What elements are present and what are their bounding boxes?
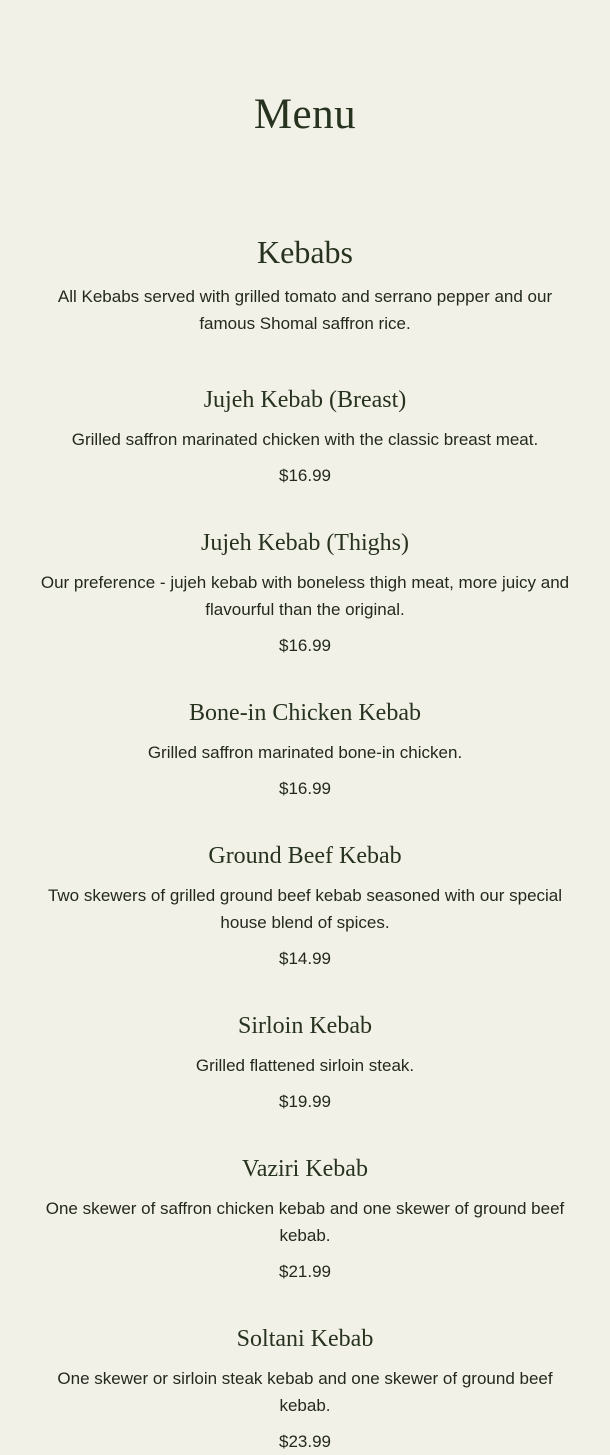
menu-item-price: $16.99	[279, 779, 331, 798]
menu-item-name: Ground Beef Kebab	[208, 843, 402, 869]
menu-item-name: Sirloin Kebab	[238, 1013, 372, 1039]
menu-item-description: Two skewers of grilled ground beef kebab seasoned with our special house blend of spices.	[47, 886, 563, 932]
menu-item-name: Bone-in Chicken Kebab	[189, 700, 421, 726]
menu-item	[38, 526, 572, 659]
menu-item-price: $19.99	[279, 1092, 331, 1111]
menu-item	[38, 1322, 572, 1455]
menu-item	[38, 1152, 572, 1285]
menu-item-description: Grilled flattened sirloin steak.	[195, 1056, 415, 1075]
menu-item	[38, 696, 572, 802]
menu-item	[38, 1009, 572, 1115]
menu-item	[38, 383, 572, 489]
page-title: Menu	[253, 91, 357, 138]
menu-item-description: Our preference - jujeh kebab with boneless thigh meat, more juicy and flavourful than the original.	[40, 573, 570, 619]
menu-item-price: $16.99	[279, 636, 331, 655]
menu-item-price: $21.99	[279, 1262, 331, 1281]
menu-item-price: $14.99	[279, 949, 331, 968]
menu-item	[38, 839, 572, 972]
menu-item-list	[38, 383, 572, 1455]
menu-item-description: One skewer of saffron chicken kebab and one skewer of ground beef kebab.	[45, 1199, 565, 1245]
menu-item-price: $16.99	[279, 466, 331, 485]
menu-item-name: Jujeh Kebab (Thighs)	[201, 530, 409, 556]
menu-item-name: Jujeh Kebab (Breast)	[203, 387, 407, 413]
menu-item-name: Vaziri Kebab	[242, 1156, 368, 1182]
menu-item-name: Soltani Kebab	[236, 1326, 374, 1352]
section-description: All Kebabs served with grilled tomato and serrano pepper and our famous Shomal saffron rice.	[57, 287, 553, 333]
section-title: Kebabs	[257, 234, 353, 270]
menu-item-description: Grilled saffron marinated chicken with the classic breast meat.	[71, 430, 539, 449]
kebabs-section	[38, 232, 572, 1455]
menu-item-description: One skewer or sirloin steak kebab and one skewer of ground beef kebab.	[57, 1369, 553, 1415]
menu-item-description: Grilled saffron marinated bone-in chicken.	[147, 743, 463, 762]
menu-item-price: $23.99	[279, 1432, 331, 1451]
